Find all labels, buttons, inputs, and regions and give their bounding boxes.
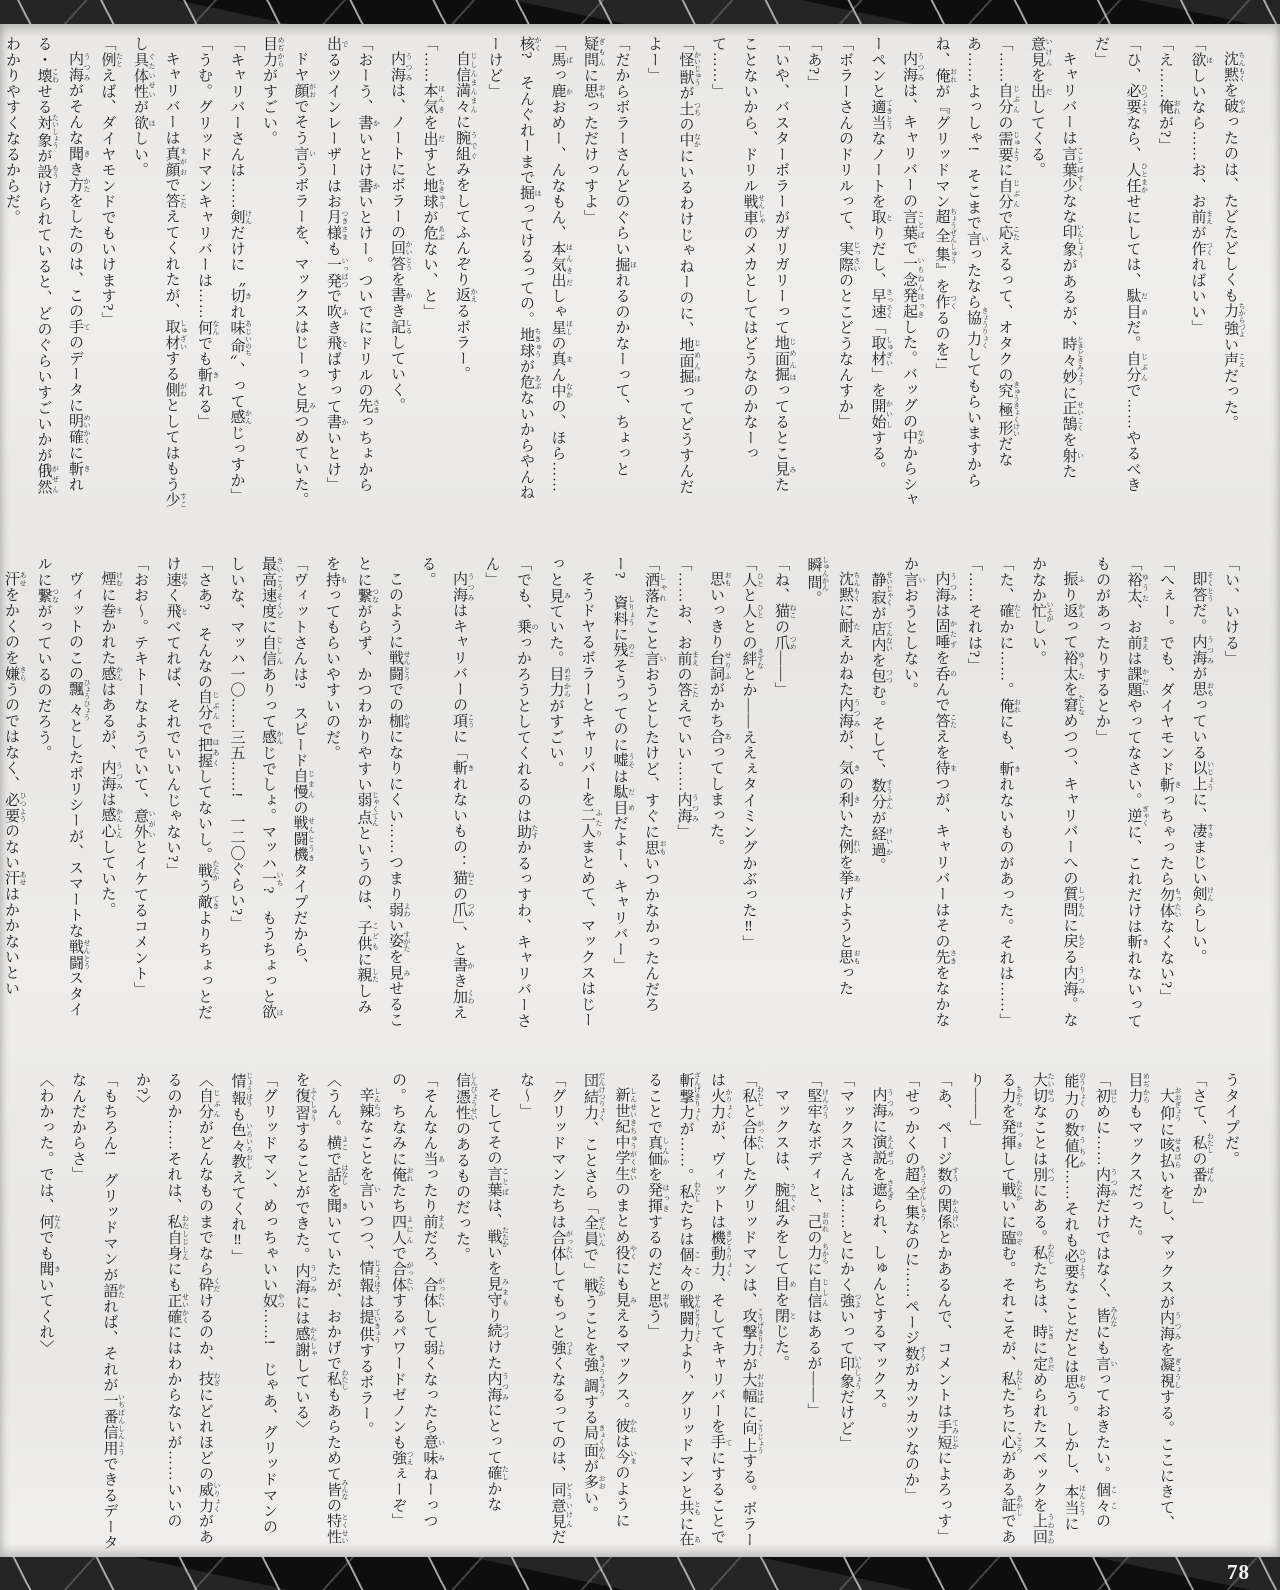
paragraph: 静寂 せいじゃくが店内 てんないを包 つつむ。そして、数分 すうふんが経過 けいか。 (869, 571, 894, 873)
paragraph: そうドヤるボラーとキャリバーを二人 ふたりまとめて、マックスはじーっと見 みていた。目力 めぢからがすごい。 (547, 556, 603, 1028)
paragraph: 「洒落 しゃれたこと言 いおうとしたけど、すぐに思 おもいつかなかったんだろー? 資料 しりょうに残 のこそうってのに嘘 うそは駄目 だめだよー、キャリバー」 (611, 556, 667, 1013)
paragraph: 汗 あせをかくのを嫌 きらうのではなく、必要 ひつようのない汗 あせはかかないとい (3, 571, 27, 997)
paragraph: 「さあ? そんなの自分 じぶんで把握 はあくしてないし。戦 たたかう敵 てきよりちょっとだけ速 はやく飛 とべてれば、それでいいんじゃない?」 (164, 556, 220, 1021)
paragraph: 「え……俺 おれが?」 (1157, 36, 1181, 154)
text-block-bottom (36, 1072, 1246, 1554)
bottom-photo-edge (0, 1557, 1280, 1590)
paragraph: 内海 うつみに演説 えんぜつを遮 さえぎられ、しゅんとするマックス。 (870, 1087, 895, 1418)
paragraph: 「グリッドマン、めっちゃいい奴 やつ……! じゃあ、グリッドマンの情報 じょうほうも色々教 いろいろおしえてくれ‼」 (229, 1072, 285, 1535)
paragraph: 思 おもいっきり台詞 せりふがかち合 あってしまった。 (708, 571, 732, 855)
paragraph: 「例 たとえば、ダイヤモンドでもいけます?」 (99, 36, 124, 327)
paragraph: 「堅牢 けんろうなボディと、己 おのれの力 ちからに自信 じしんはあるが――」 (805, 1072, 830, 1419)
paragraph: 煙 けむに巻 まかれた感 かんはあるが、内海 うつみは感心 かんしんしていた。 (99, 571, 124, 918)
paragraph: 「人 ひとと人 ひととの絆 きずなとか――ええぇタイミングかぶった‼」 (740, 556, 765, 951)
paragraph: 大仰 おおぎょうに咳払 せきばらいをし、マックスが内海 うつみを凝視 ぎょうしする。ここにきて、目力 めぢからもマックスだった。 (1126, 1072, 1182, 1531)
paragraph: 「怪獣 かいじゅうが土 つちの中 なかにいるわけじゃねーのに、地面掘 じめんほってどうすんだよー」 (646, 36, 702, 495)
paragraph: 〈自分 じぶんがどんなものまでなら砕 くだけるのか、技 わざにどれほどの威力 いりょくがあるのか……それは、私自身 わたしじしんにも正確 せいかくにはわからないが……いいのか?〉 (134, 1072, 221, 1545)
paragraph: 「……お、お前 まえの答 こたえでいい……内海 うつみ」 (675, 556, 700, 840)
paragraph: 「い、いける」 (1223, 556, 1239, 667)
paragraph: 「さて、私 わたしの番 ばんか」 (1190, 1072, 1215, 1214)
paragraph: 「……本気 ほんきを出 だすと地球 ちきゅうが危 あぶない、と」 (421, 36, 446, 320)
text-block-top (4, 36, 1246, 508)
paragraph: 「た、確 たしかに……。俺 おれにも、斬 きれないものがあった。それは……」 (997, 556, 1022, 1029)
paragraph: 内海 うつみは、ノートにボラーの回答 かいとうを書 かき記 しるしていく。 (389, 51, 413, 414)
paragraph: 「……自分 じぶんの需要 じゅように自分 じぶんで応 こたえるって、オタクの究極形 きゅうきょくけいだなあ……よっしゃ! そこまで言 いったなら協力 きょうりょくしてもらいますからね、俺 おれが『グリッドマン超全集 ちょうぜんしゅう』を作 つくるのを!」 (933, 36, 1021, 488)
paragraph: 「ボラーさんのドリルって、実際 じっさいのとこどうなんすか」 (837, 36, 861, 430)
paragraph: キャリバーは真顔 まがおで答 こたえてくれたが、取材 しゅざいする側 がわとしてはもう少 すこし具体性 ぐたいせいが欲 ほしい。 (132, 36, 188, 508)
paragraph: 内海 うつみは、キャリバーの言葉 ことばで一念発起 いちねんほっきした。バッグの中 なかからシャーペンと適当 てきとうなノートを取 とりだし、早速 さっそく「取材 しゅざい」を開始 かいしする。 (869, 36, 925, 508)
paragraph: 「だからボラーさんどのぐらい掘 ほれるのかなーって、ちょっと疑問 ぎもんに思 おもっただけっすよ」 (582, 36, 638, 477)
paragraph: 「裕太 ゆうた、お前 まえは課題 かだいやってなさい。逆 ぎゃくに、これだけは斬 きれないってものがあったりするとか」 (1094, 556, 1150, 1029)
paragraph: 「いや、バスターボラーがガリガリーって地面掘 じめんほってるとこ見 みたことないから、ドリル戦車 せんしゃのメカとしてはどうなのかなーって……」 (710, 36, 797, 493)
paragraph: 「ヴィットさんは? スピード自慢 じまんの戦闘機 せんとうきタイプだから、最高速度 さいこうそくどに自信 じしんありって感 かんじでしょ。マッハ一 いち? もうちょっと欲 ほしいな、マッハ一〇……三五……! 一二〇ぐらい?」 (228, 556, 316, 1021)
paragraph: 「あ、ページ数 すうの関係 かんけいとかあるんで、コメントは手短 てみじかによろっす」 (935, 1072, 960, 1545)
paragraph: 沈黙 ちんもくに耐 たえかねた内海 うつみが、気 きの利 きいた例 れいを挙 あげようと思 おもった瞬間 しゅんかん。 (805, 556, 861, 997)
paragraph: キャリバーは言葉少 ことばすくなな印象 いんしょうがあるが、時々妙 ときどきみょうに正鵠 せいこくを射 いた意見 いけんを出 だしてくる。 (1029, 36, 1085, 480)
paragraph: 「おーう、書 かいとけ書 かいとけー。ついでにドリルの先 さきっちょから出 でるツインレーザーはお月様 つきさまも一発 いっぱつで吹 ふき飛 とばすって書 かいとけ」 (325, 36, 381, 493)
paragraph: 内海 うつみがそんな聞 きき方 かたをしたのは、この手 てのデータに明確 めいかくに斬 きれる・壊 こわせる対象 たいしょうが設 もうけられていると、どのぐらいすごいかが俄然 がぜんわかりやすくなるからだ。 (4, 36, 91, 495)
paragraph: 「でも、乗 のっかろうとしてくれるのは助 たすかるっすわ、キャリバーさん」 (483, 556, 539, 1029)
paragraph: 「……それは?」 (966, 556, 982, 674)
paragraph: 「もちろん! グリッドマンが語 かたれば、それが一番信用 いちばんしんようできるデータなんだからさ」 (70, 1072, 126, 1551)
paragraph: 「私 わたしと合体 がったいしたグリッドマンは、攻撃力 こうげきりょくが大幅 おおはばに向上 こうじょうする。ボラーは火力 かりょくが、ヴィットは機動力 きどうりょく、そしてキャリバーを手 てにすることで斬撃力 ざんげきりょくが……。私 わたしたちは個々 ここの戦闘力 せんとうりょくより、グリッドマンと共 ともに在 あることで真価 しんかを発揮 はっきするのだと思 おもう」 (646, 1072, 765, 1548)
page-number: 78 (1227, 1560, 1250, 1584)
paragraph: 「あ?」 (805, 36, 822, 91)
paragraph: 自信満々 じしんまんまんに腕組 うでぐみをしてふんぞり返 かえるボラー。 (454, 51, 478, 382)
paragraph: 「せっかくの超全集 ちょうぜんしゅうなのに……ページ数 すうがカツカツなのか」 (903, 1072, 927, 1504)
paragraph: 〈わかった。では、何 なんでも聞 きいてくれ〉 (37, 1072, 62, 1356)
paragraph: 「キャリバーさんは……剣 けんだけに〝切 きれ味 あじ命 いのち〟、って感 かんじっすか」 (228, 36, 253, 504)
paragraph: 「グリッドマンたちは合体 がったいしてもっと強 つよくなるってのは、同意見 どういけんだな〜」 (518, 1072, 574, 1545)
top-photo-edge (0, 0, 1280, 24)
paragraph: 辛辣 しんらつなことを言 いいつつ、情報 じょうほうは提供 ていきょうするボラー。 (357, 1087, 382, 1437)
paragraph: 〈うん。横 よこで話 はなしを聞 きいていたが、おかげで私 わたしもあらためて皆 みんなの特性 とくせいを復習 ふくしゅうすることができた。内海 うつみには感謝 かんしゃしている〉 (293, 1072, 349, 1545)
paragraph: そしてその言葉 ことばは、戦 たたかいを見守 みまもり続 つづけた内海 うつみにとって確 たしかな信憑性 しんぴょうせいのあるものだった。 (454, 1072, 510, 1513)
paragraph: 「欲 ほしいなら……お、お前 まえが作 つくればいい」 (1189, 36, 1214, 336)
text-block-middle (3, 556, 1246, 1030)
paragraph: 「マックスさんは……とにかく強 つよいって印象 いんしょうだけど」 (838, 1072, 862, 1452)
paragraph: 内海 うつみは固唾 かたずを呑 のんで答 こたえを待 まつが、キャリバーはその先 さきをなかなか言 いおうとしない。 (902, 556, 958, 1028)
paragraph: 「初 はじめに……内海 うつみだけではなく、皆 みんなにも言 いっておきたい。個々 ここの能力 のうりょくの数値化 すうちか……それも必要 ひつようなことだとは思 おもう。しかし、本当 ほんとうに大切 たいせつなことは別 べつにある。私 わたしたちは、時 ときに定 さだめられたスペックを上回 うわまわる力 ちからを発揮 はっきして戦 たたかいに臨 のぞむ。それこそが、私 わたしたちに心 こころがある証 あかしであり――」 (968, 1072, 1118, 1545)
paragraph: 「おお〜。テキトーなようでいて、意外 いがいとイケてるコメント」 (132, 556, 156, 997)
paragraph: ドヤ顔 がおでそう言 いうボラーを、マックスはじーっと見 みつめていた。目力 めぢからがすごい。 (261, 36, 317, 508)
paragraph: ヴィットのこの飄々 ひょうひょうとしたポリシーが、スマートな戦闘 せんとうスタイルに繋 つながっているのだろう。 (35, 556, 91, 1018)
paragraph: マックスは、腕組 うでぐみをして目 めを閉 とじた。 (773, 1087, 797, 1371)
paragraph: 沈黙 ちんもくを破 やぶったのは、たどたどしくも力強 ちからづよい声 こえだった。 (1222, 51, 1246, 431)
paragraph: 「うむ。グリッドマンキャリバーは……何 なんでも斬 きれる」 (196, 36, 220, 430)
paragraph: 「ひ、必要 ひつようなら、人任 ひとまかせにしては、駄目 だめだ。自分 じぶんで……やるべきだ」 (1093, 36, 1149, 493)
paragraph: 「そんなん当 あったり前 まえだろ、合体 がったいして弱 よわくなったら意味 いみねーっつの。ちなみに俺 おれたち四人 よにんで合体 がったいするパワードゼノンも強 つえぇーぞ」 (390, 1072, 446, 1529)
paragraph: 内海 うつみはキャリバーの項 こうに「斬 きれないもの：猫 ねこの爪 つめ」、と書 かき加 くわえる。 (419, 556, 475, 1021)
paragraph: このように戦闘 せんとうでの枷 かせになりにくい……つまり弱 よわい姿 すがたを見 みせることに繋 つながらず、かつわかりやすい弱点 じゃくてんというのは、子供 こどもに親 したしみを持 もってもらいやすいのだ。 (324, 556, 411, 1028)
paragraph: 「馬 ばっ鹿 かおめー、んなもん、本気出 ほんきだしゃ星 ほしの真 まん中 なかの、ほら……核 かく? そんぐれーまで掘 ほってけるっての。地球 ちきゅうが危 あぶないからやんねーけど」 (486, 36, 574, 501)
paragraph: 新世紀中学生 しんせいきちゅうがくせいのまとめ役 やくにも見 みえるマックス。彼 かれは今 いまのように団結力 だんけつりょく、ことさら「全員 ぜんいんで」戦 たたかうことを強調 きょうちょうする局面 きょくめんが多 おおい。 (582, 1072, 638, 1528)
paragraph: 「へぇー。でも、ダイヤモンド斬 きっちゃったら勿体 もったいなくない?」 (1158, 556, 1182, 1005)
paragraph: 振 ふり返 かえって裕太 ゆうたを窘 たしなめつつ、キャリバーへの質問 しつもんに戻 もどる内海 うつみ。なかなか忙 いそがしい。 (1030, 556, 1086, 1028)
paragraph: 「ね、猫 ねこの爪 つめ――」 (773, 556, 797, 698)
paragraph: 即答 そくとうだ。内海 うつみが思 おもっている以上 いじょうに、凄 すさまじい剣 けんらしい。 (1190, 571, 1215, 965)
paragraph: うタイプだ。 (1223, 1072, 1239, 1167)
